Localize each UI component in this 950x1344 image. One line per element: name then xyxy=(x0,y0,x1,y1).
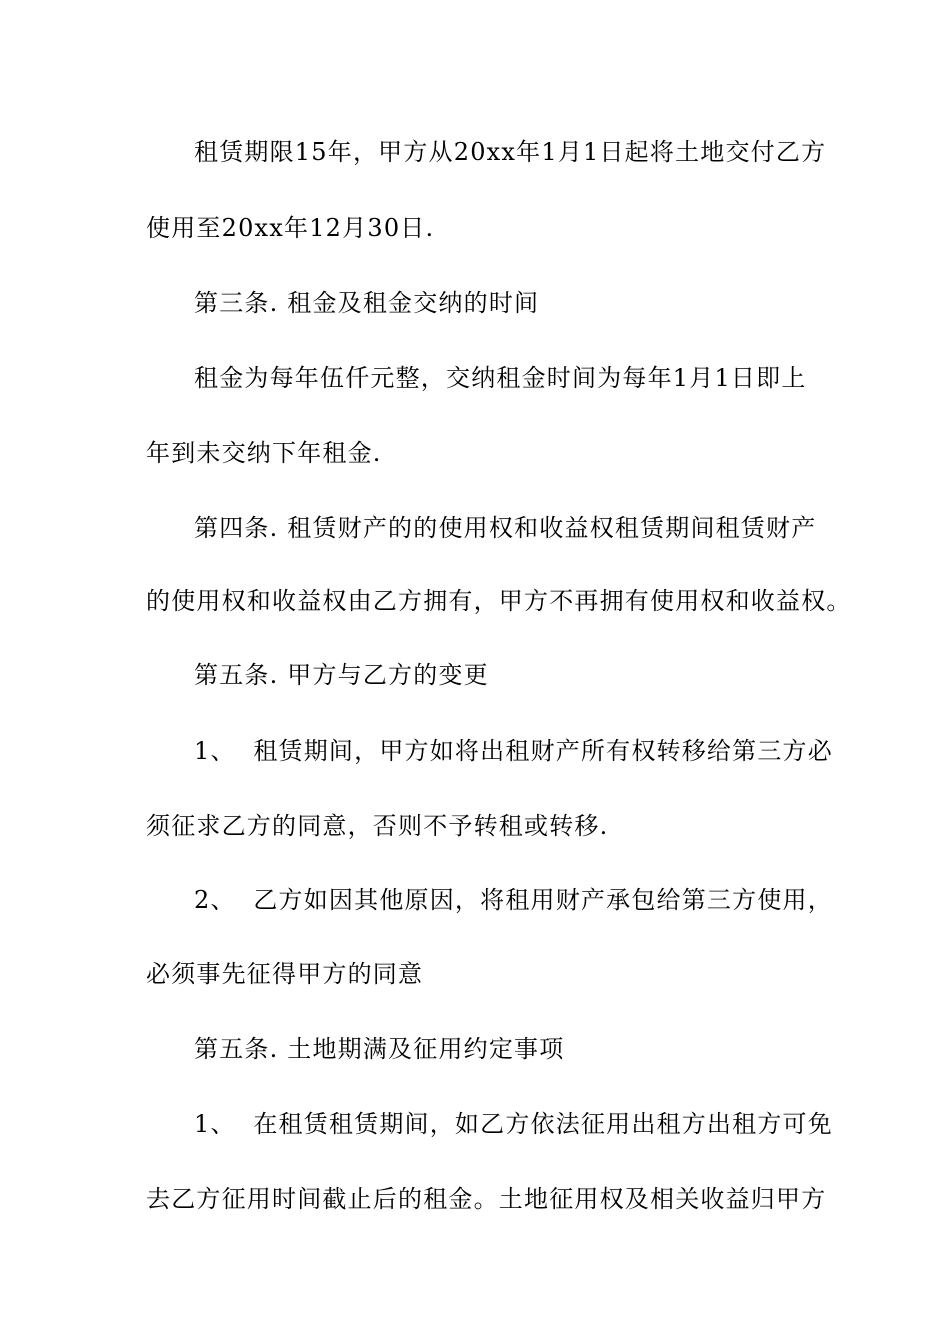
text-line: 去乙方征用时间截止后的租金。土地征用权及相关收益归甲方 xyxy=(146,1185,827,1213)
list-item: 1、 租赁期间，甲方如将出租财产所有权转移给第三方必 xyxy=(194,737,833,765)
text-line: 的使用权和收益权由乙方拥有，甲方不再拥有使用权和收益权。 xyxy=(146,587,852,615)
article-heading: 第五条. 土地期满及征用约定事项 xyxy=(194,1035,565,1063)
article-heading: 第五条. 甲方与乙方的变更 xyxy=(194,661,489,689)
article-heading: 第三条. 租金及租金交纳的时间 xyxy=(194,289,540,317)
list-item: 2、 乙方如因其他原因，将租用财产承包给第三方使用， xyxy=(194,886,833,914)
text-line: 租赁期限15年，甲方从20xx年1月1日起将土地交付乙方 xyxy=(194,138,827,166)
text-line: 租金为每年伍仟元整，交纳租金时间为每年1月1日即上 xyxy=(194,364,807,392)
list-item: 1、 在租赁租赁期间，如乙方依法征用出租方出租方可免 xyxy=(194,1110,833,1138)
text-line: 使用至20xx年12月30日. xyxy=(146,214,435,242)
article-heading: 第四条. 租赁财产的的使用权和收益权租赁期间租赁财产 xyxy=(194,514,817,542)
text-line: 必须事先征得甲方的同意 xyxy=(146,960,424,988)
text-line: 年到未交纳下年租金. xyxy=(146,439,382,467)
text-line: 须征求乙方的同意，否则不予转租或转移. xyxy=(146,812,609,840)
